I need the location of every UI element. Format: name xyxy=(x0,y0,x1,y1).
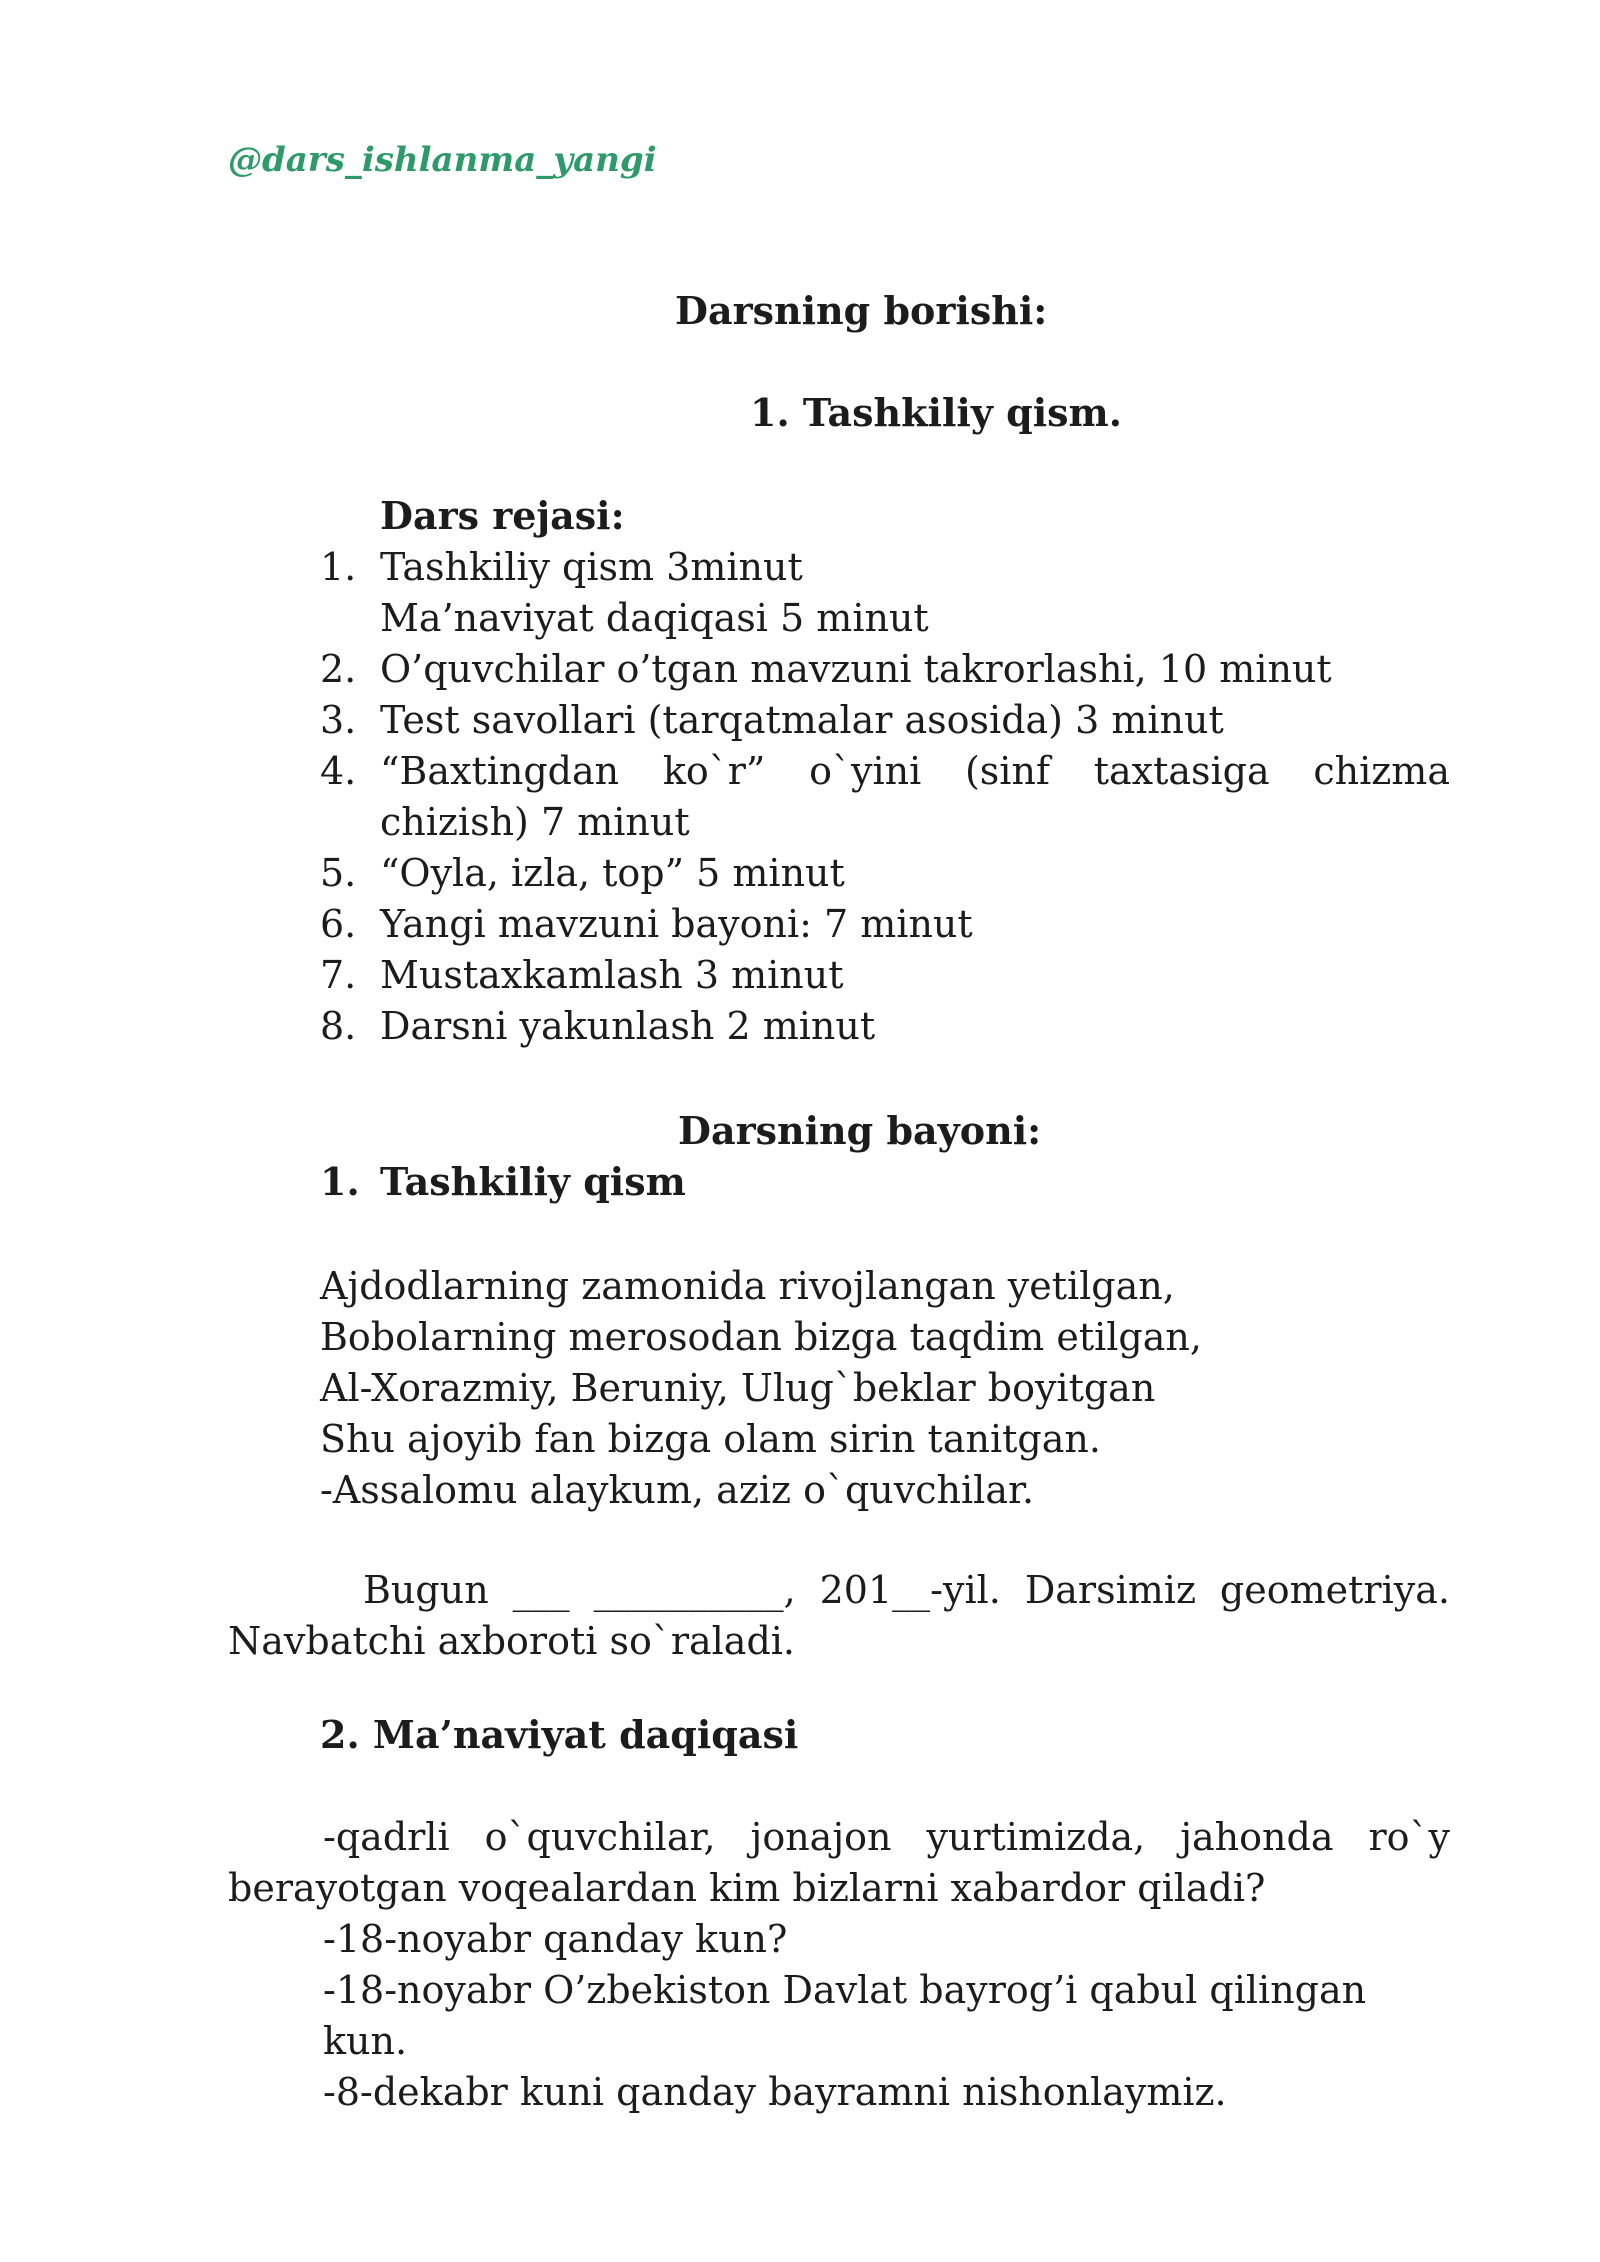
plan-item-text: “Baxtingdan ko`r” o`yini (sinf taxtasiga chizma chizish) 7 minut xyxy=(380,749,1450,844)
duty-report-line: Navbatchi axboroti so`raladi. xyxy=(228,1619,796,1663)
qa-question-line xyxy=(228,1812,1450,1863)
heading-darsning-borishi: Darsning borishi: xyxy=(675,288,1048,333)
plan-item-number: 8. xyxy=(320,1004,357,1048)
plan-item-text: “Oyla, izla, top” 5 minut xyxy=(380,851,845,895)
plan-title: Dars rejasi: xyxy=(380,493,625,538)
plan-item-text: Test savollari (tarqatmalar asosida) 3 minut xyxy=(380,698,1224,742)
section-1-number: 1. xyxy=(320,1159,360,1204)
plan-item-number: 1. xyxy=(320,545,357,589)
qa-word: -qadrli xyxy=(323,1815,450,1859)
qa-block xyxy=(228,1812,1450,2118)
poem-line: Al-Xorazmiy, Beruniy, Ulug`beklar boyitgan xyxy=(320,1366,1156,1410)
qa-line: -18-noyabr qanday kun? xyxy=(323,1917,788,1961)
plan-item-number: 2. xyxy=(320,647,357,691)
date-year: 201__-yil. xyxy=(819,1568,1001,1612)
plan-item xyxy=(320,1001,1450,1052)
qa-line: -8-dekabr kuni qanday bayramni nishonlaymiz. xyxy=(323,2070,1227,2114)
plan-item-number: 4. xyxy=(320,749,357,793)
heading-darsning-bayoni: Darsning bayoni: xyxy=(678,1108,1042,1153)
section-2-heading: 2. Ma’naviyat daqiqasi xyxy=(320,1712,799,1757)
poem-block xyxy=(320,1261,1202,1516)
plan-item xyxy=(320,695,1450,746)
qa-word: jahonda xyxy=(1180,1815,1334,1859)
poem-line: Shu ajoyib fan bizga olam sirin tanitgan. xyxy=(320,1417,1101,1461)
plan-item-text: Yangi mavzuni bayoni: 7 minut xyxy=(380,902,973,946)
plan-item-text: Tashkiliy qism 3minut xyxy=(380,545,803,589)
section-1-title: Tashkiliy qism xyxy=(380,1159,686,1204)
date-word: Darsimiz xyxy=(1024,1568,1196,1612)
plan-item-number: 3. xyxy=(320,698,357,742)
plan-item xyxy=(320,746,1450,848)
plan-list xyxy=(320,542,1450,1052)
qa-word: yurtimizda, xyxy=(926,1815,1146,1859)
date-blank-day: ___ xyxy=(512,1568,570,1612)
qa-line: -18-noyabr O’zbekiston Davlat bayrog’i qabul qilingan kun. xyxy=(323,1968,1367,2063)
plan-item-number: 6. xyxy=(320,902,357,946)
date-line xyxy=(228,1565,1450,1616)
plan-item-text: O’quvchilar o’tgan mavzuni takrorlashi, 10 minut xyxy=(380,647,1332,691)
greeting-line: -Assalomu alaykum, aziz o`quvchilar. xyxy=(320,1468,1035,1512)
plan-item xyxy=(320,644,1450,695)
plan-item-text: Mustaxkamlash 3 minut xyxy=(380,953,844,997)
date-word: geometriya. xyxy=(1219,1568,1450,1612)
date-blank-month: __________, xyxy=(593,1568,796,1612)
qa-question-continuation: berayotgan voqealardan kim bizlarni xabardor qiladi? xyxy=(228,1866,1266,1910)
poem-line: Bobolarning merosodan bizga taqdim etilgan, xyxy=(320,1315,1202,1359)
heading-tashkiliy-qism: 1. Tashkiliy qism. xyxy=(750,390,1122,435)
plan-item xyxy=(320,950,1450,1001)
plan-item-number: 7. xyxy=(320,953,357,997)
plan-item-text: Ma’naviyat daqiqasi 5 minut xyxy=(380,596,929,640)
date-paragraph xyxy=(228,1565,1450,1667)
qa-word: o`quvchilar, xyxy=(484,1815,716,1859)
qa-word: ro`y xyxy=(1368,1815,1450,1859)
plan-item xyxy=(320,542,1450,644)
watermark: @dars_ishlanma_yangi xyxy=(228,140,657,180)
poem-line: Ajdodlarning zamonida rivojlangan yetilgan, xyxy=(320,1264,1175,1308)
plan-item-text: Darsni yakunlash 2 minut xyxy=(380,1004,876,1048)
date-word: Bugun xyxy=(363,1568,489,1612)
plan-item-number: 5. xyxy=(320,851,357,895)
plan-item xyxy=(320,848,1450,899)
section-1-heading xyxy=(320,1159,686,1204)
plan-item xyxy=(320,899,1450,950)
qa-word: jonajon xyxy=(750,1815,892,1859)
